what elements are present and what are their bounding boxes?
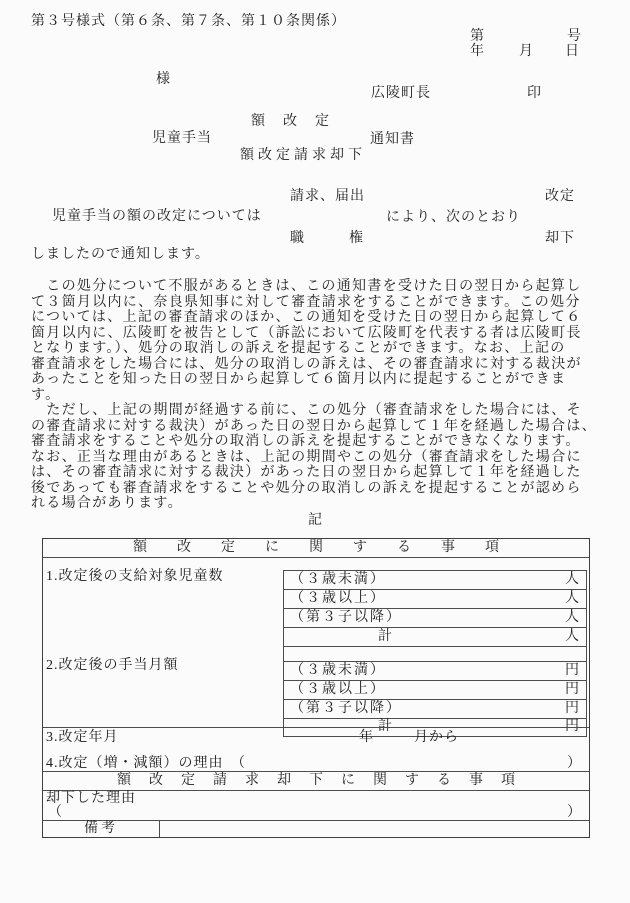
seal-mark: 印 (527, 86, 542, 101)
notice-line: れる場合があります。 (31, 496, 183, 511)
form-number: 第３号様式（第６条、第７条、第１０条関係） (31, 14, 346, 29)
count-row-over3 (284, 590, 586, 609)
date-day-label: 日 (565, 44, 580, 59)
item3-month-from-label: 月から (414, 730, 459, 745)
title-prefix: 児童手当 (152, 131, 212, 146)
count-row-over3-unit: 人 (565, 591, 579, 606)
date-month-label: 月 (519, 44, 534, 59)
item3-label: 3.改定年月 (46, 730, 119, 745)
notice-line: 後であっても審査請求をすることや処分の取消しの訴えを提起することが認めら (31, 480, 582, 496)
revision-details-table (42, 538, 590, 838)
notice-line: 審査請求をすることや処分の取消しの訴えを提起することができなくなります。 (31, 434, 581, 449)
lead-option-revision: 改定 (545, 189, 575, 204)
count-row-third-child (284, 609, 586, 628)
count-total-label: 計 (378, 629, 393, 644)
notice-line: は、その審査請求に対する裁決）があった日の翌日から起算して１年を経過した (31, 465, 582, 480)
amount-row-under3-unit: 円 (565, 663, 579, 678)
recipient-suffix: 様 (156, 72, 171, 87)
date-year-label: 年 (470, 44, 485, 59)
doc-number-prefix: 第 (470, 29, 485, 44)
title-suffix: 通知書 (370, 132, 415, 147)
spacer-row (284, 647, 586, 662)
lead-option-authority-second: 権 (349, 231, 364, 246)
item4-label: 4.改定（増・減額）の理由 (46, 756, 224, 771)
count-row-under3-unit: 人 (565, 572, 579, 587)
remarks-label-cell (43, 820, 160, 837)
count-row-third-child-unit: 人 (565, 610, 579, 625)
item4-paren-open: （ (231, 756, 246, 771)
notice-line: この処分について不服があるときは、この通知書を受けた日の翌日から起算し (31, 279, 582, 294)
rejection-paren-close: ） (567, 805, 582, 820)
notice-line: の審査請求に対する裁決）があった日の翌日から起算して１年を経過した場合は、 (31, 418, 597, 434)
count-row-under3 (284, 571, 586, 590)
notice-line: て３箇月以内に、奈良県知事に対して審査請求をすることができます。この処分 (31, 294, 581, 310)
item2-label: 2.改定後の手当月額 (46, 658, 179, 673)
notice-line: については、上記の審査請求のほか、この通知を受けた日の翌日から起算して６ (31, 310, 582, 325)
issuer-title: 広陵町長 (371, 86, 431, 101)
amount-row-over3-unit: 円 (565, 682, 579, 697)
title-option-rejection: 額改定請求却下 (240, 148, 366, 163)
item4-paren-close: ） (567, 756, 582, 771)
notice-line: となります。）、処分の取消しの訴えを提起することができます。なお、上記の (31, 341, 566, 356)
amount-total-label: 計 (378, 719, 393, 734)
notice-line: あったことを知った日の翌日から起算して６箇月以内に提起することができま (31, 372, 567, 387)
record-marker: 記 (308, 513, 322, 528)
child-count-and-amount-grid (283, 570, 587, 737)
item1-label: 1.改定後の支給対象児童数 (46, 569, 224, 584)
lead-option-rejection: 却下 (545, 231, 575, 246)
notice-line: 審査請求をした場合には、処分の取消しの訴えは、その審査請求に対する裁決が (31, 356, 582, 372)
notice-line: なお、正当な理由があるときは、上記の期間やこの処分（審査請求をした場合に (31, 449, 582, 465)
amount-row-third-child-unit: 円 (565, 701, 579, 716)
count-row-under3-label: （３歳未満） (290, 572, 386, 587)
remarks-label: 備考 (84, 821, 118, 836)
amount-row-third-child (284, 700, 586, 719)
appeal-notice-paragraph (31, 279, 615, 512)
amount-row-under3 (284, 662, 586, 681)
notice-line: ただし、上記の期間が経過する前に、この処分（審査請求をした場合には、そ (31, 403, 582, 418)
lead-option-authority (290, 231, 364, 247)
title-option-amount-revision: 額 改 定 (251, 114, 331, 129)
item3-year-label: 年 (359, 730, 374, 745)
lead-option-claim-report: 請求、届出 (290, 189, 365, 204)
lead-clause-end: しましたので通知します。 (31, 247, 210, 262)
amount-row-under3-label: （３歳未満） (290, 663, 386, 678)
count-row-over3-label: （３歳以上） (290, 591, 386, 606)
lead-clause-start: 児童手当の額の改定については (52, 209, 262, 224)
amount-total-unit: 円 (565, 719, 579, 734)
lead-option-authority-first: 職 (290, 231, 305, 246)
notice-line: 箇月以内に、広陵町を被告として（訴訟において広陵町を代表する者は広陵町長 (31, 325, 582, 341)
count-total-unit: 人 (565, 629, 579, 644)
amount-row-over3-label: （３歳以上） (290, 682, 386, 697)
section1-header: 額改定に関する事項 (43, 539, 589, 558)
amount-row-over3 (284, 681, 586, 700)
amount-row-third-child-label: （第３子以降） (290, 701, 402, 716)
count-row-total (284, 628, 586, 647)
lead-clause-middle: により、次のとおり (386, 210, 521, 225)
notice-line: す。 (31, 387, 61, 403)
rejection-reason-label: 却下した理由 (46, 791, 136, 806)
row3-top-border (43, 727, 589, 728)
section2-header: 額改定請求却下に関する事項 (43, 771, 589, 791)
rejection-paren-open: （ (48, 805, 63, 820)
count-row-third-child-label: （第３子以降） (290, 610, 402, 625)
doc-number-suffix: 号 (567, 29, 582, 44)
